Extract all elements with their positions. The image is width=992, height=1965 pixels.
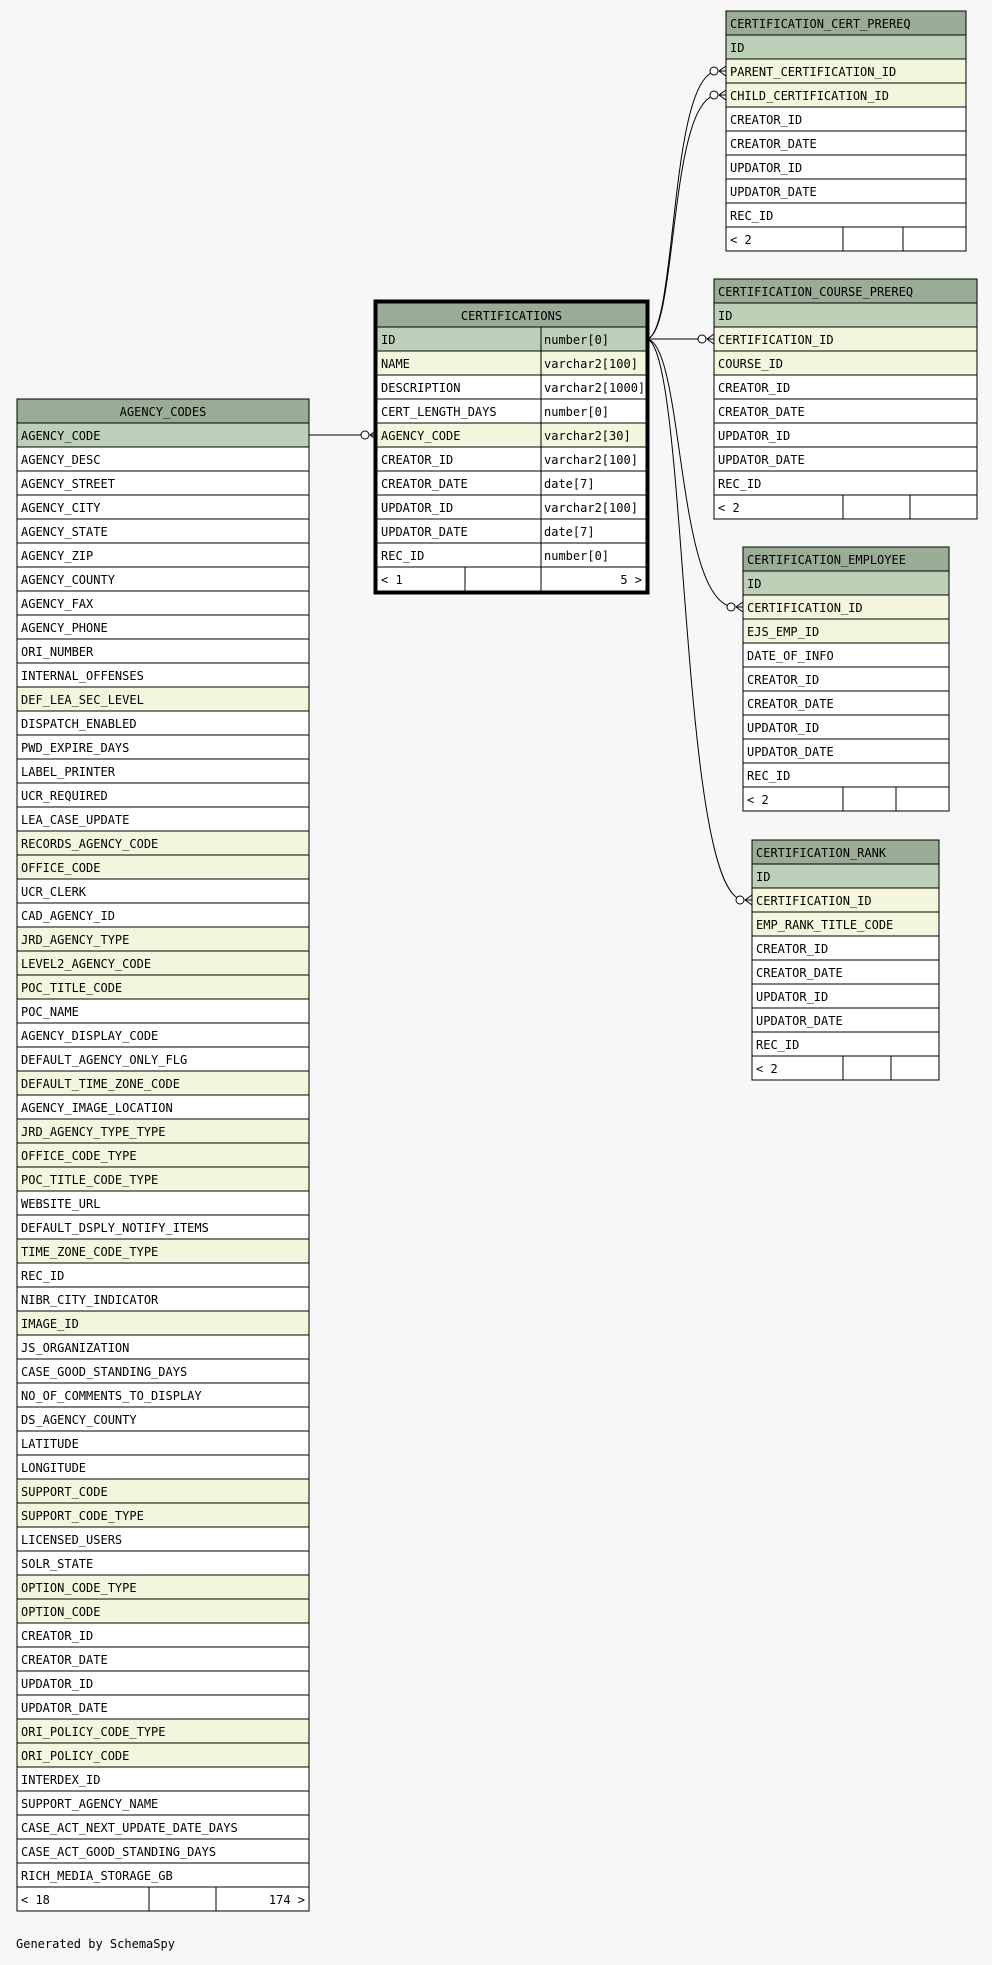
column-row-date-of-info bbox=[743, 643, 949, 667]
column-row-rec-id bbox=[726, 203, 966, 227]
column-name: UPDATOR_ID bbox=[21, 1677, 94, 1691]
column-row-support-code-type bbox=[17, 1503, 309, 1527]
column-name: UPDATOR_ID bbox=[718, 429, 791, 443]
column-name: LEVEL2_AGENCY_CODE bbox=[21, 957, 152, 971]
column-name: OFFICE_CODE_TYPE bbox=[21, 1149, 137, 1163]
parents-count: < 1 bbox=[381, 573, 403, 587]
column-name: OPTION_CODE_TYPE bbox=[21, 1581, 137, 1595]
column-row-option-code bbox=[17, 1599, 309, 1623]
table-certification-employee bbox=[743, 547, 949, 811]
column-name: DEFAULT_AGENCY_ONLY_FLG bbox=[21, 1053, 188, 1067]
column-row-no-of-comments-to-display bbox=[17, 1383, 309, 1407]
column-name: NIBR_CITY_INDICATOR bbox=[21, 1293, 159, 1307]
relationship-certifications-to-certification-course-prereq bbox=[646, 334, 714, 344]
column-row-licensed-users bbox=[17, 1527, 309, 1551]
column-name: AGENCY_DESC bbox=[21, 453, 101, 467]
optional-marker bbox=[710, 91, 718, 99]
column-row-agency-zip bbox=[17, 543, 309, 567]
column-name: UPDATOR_DATE bbox=[747, 745, 834, 759]
table-certification-course-prereq bbox=[714, 279, 977, 519]
column-row-ejs-emp-id bbox=[743, 619, 949, 643]
column-name: REC_ID bbox=[381, 549, 425, 563]
column-cell bbox=[752, 864, 939, 888]
column-name: CERT_LENGTH_DAYS bbox=[381, 405, 497, 419]
column-name: DATE_OF_INFO bbox=[747, 649, 834, 663]
column-name: OFFICE_CODE bbox=[21, 861, 101, 875]
column-name: OPTION_CODE bbox=[21, 1605, 101, 1619]
column-name: IMAGE_ID bbox=[21, 1317, 79, 1331]
column-row-updator-date bbox=[743, 739, 949, 763]
column-name: DISPATCH_ENABLED bbox=[21, 717, 137, 731]
column-row-updator-id bbox=[17, 1671, 309, 1695]
column-name: NAME bbox=[381, 357, 410, 371]
column-name: LEA_CASE_UPDATE bbox=[21, 813, 130, 827]
optional-marker bbox=[698, 335, 706, 343]
column-name: ID bbox=[756, 870, 771, 884]
column-name: DS_AGENCY_COUNTY bbox=[21, 1413, 137, 1427]
column-name: POC_TITLE_CODE bbox=[21, 981, 123, 995]
column-row-lea-case-update bbox=[17, 807, 309, 831]
column-name: CREATOR_DATE bbox=[730, 137, 817, 151]
column-row-creator-date bbox=[17, 1647, 309, 1671]
column-name: CREATOR_DATE bbox=[381, 477, 468, 491]
column-row-agency-state bbox=[17, 519, 309, 543]
column-name: RICH_MEDIA_STORAGE_GB bbox=[21, 1869, 173, 1883]
column-row-id bbox=[752, 864, 939, 888]
column-row-internal-offenses bbox=[17, 663, 309, 687]
column-name: UPDATOR_DATE bbox=[756, 1014, 843, 1028]
column-type: varchar2[100] bbox=[544, 501, 638, 515]
column-name: DEFAULT_DSPLY_NOTIFY_ITEMS bbox=[21, 1221, 209, 1235]
column-name: LABEL_PRINTER bbox=[21, 765, 115, 779]
column-row-agency-desc bbox=[17, 447, 309, 471]
column-row-poc-title-code-type bbox=[17, 1167, 309, 1191]
column-row-rec-id bbox=[377, 543, 646, 567]
column-name: PARENT_CERTIFICATION_ID bbox=[730, 65, 897, 79]
column-name: JRD_AGENCY_TYPE_TYPE bbox=[21, 1125, 166, 1139]
column-row-ori-policy-code-type bbox=[17, 1719, 309, 1743]
table-agency-codes bbox=[17, 399, 309, 1911]
column-cell bbox=[726, 35, 966, 59]
table-name: CERTIFICATION_COURSE_PREREQ bbox=[718, 285, 914, 299]
table-footer bbox=[17, 1887, 309, 1911]
column-name: CREATOR_ID bbox=[381, 453, 454, 467]
column-row-website-url bbox=[17, 1191, 309, 1215]
column-name: JRD_AGENCY_TYPE bbox=[21, 933, 130, 947]
column-row-parent-certification-id bbox=[726, 59, 966, 83]
column-name: INTERNAL_OFFENSES bbox=[21, 669, 144, 683]
column-name: CREATOR_DATE bbox=[718, 405, 805, 419]
column-name: CERTIFICATION_ID bbox=[747, 601, 863, 615]
column-row-default-time-zone-code bbox=[17, 1071, 309, 1095]
table-footer bbox=[377, 567, 646, 591]
column-name: POC_NAME bbox=[21, 1005, 79, 1019]
column-name: SUPPORT_CODE_TYPE bbox=[21, 1509, 144, 1523]
column-type: varchar2[1000] bbox=[544, 381, 646, 395]
column-name: UPDATOR_ID bbox=[730, 161, 803, 175]
parents-count: < 2 bbox=[756, 1062, 778, 1076]
crows-foot-marker bbox=[745, 895, 752, 905]
optional-marker bbox=[727, 603, 735, 611]
column-name: ID bbox=[747, 577, 762, 591]
column-row-creator-date bbox=[726, 131, 966, 155]
column-row-creator-id bbox=[752, 936, 939, 960]
children-count: 5 > bbox=[620, 573, 642, 587]
column-name: COURSE_ID bbox=[718, 357, 784, 371]
table-certification-cert-prereq bbox=[726, 11, 966, 251]
column-row-agency-image-location bbox=[17, 1095, 309, 1119]
column-name: AGENCY_PHONE bbox=[21, 621, 108, 635]
column-name: AGENCY_COUNTY bbox=[21, 573, 115, 587]
column-row-id bbox=[743, 571, 949, 595]
column-name: REC_ID bbox=[718, 477, 762, 491]
column-row-rec-id bbox=[752, 1032, 939, 1056]
parents-count: < 2 bbox=[730, 233, 752, 247]
column-name: CREATOR_ID bbox=[21, 1629, 94, 1643]
table-name: CERTIFICATION_RANK bbox=[756, 846, 887, 860]
column-name: UPDATOR_DATE bbox=[730, 185, 817, 199]
column-name: UCR_CLERK bbox=[21, 885, 87, 899]
column-row-case-act-good-standing-days bbox=[17, 1839, 309, 1863]
column-row-agency-fax bbox=[17, 591, 309, 615]
column-row-updator-date bbox=[714, 447, 977, 471]
column-name: CERTIFICATION_ID bbox=[756, 894, 872, 908]
crows-foot-marker bbox=[736, 602, 743, 612]
column-row-creator-date bbox=[714, 399, 977, 423]
crows-foot-marker bbox=[707, 334, 714, 344]
column-type: varchar2[100] bbox=[544, 453, 638, 467]
column-type: date[7] bbox=[544, 525, 595, 539]
column-row-description bbox=[377, 375, 646, 399]
column-row-rich-media-storage-gb bbox=[17, 1863, 309, 1887]
column-row-rec-id bbox=[17, 1263, 309, 1287]
column-name: EMP_RANK_TITLE_CODE bbox=[756, 918, 894, 932]
column-name: ORI_POLICY_CODE_TYPE bbox=[21, 1725, 166, 1739]
column-name: AGENCY_CODE bbox=[21, 429, 101, 443]
column-name: PWD_EXPIRE_DAYS bbox=[21, 741, 130, 755]
column-row-updator-id bbox=[377, 495, 646, 519]
column-name: REC_ID bbox=[21, 1269, 65, 1283]
column-row-jrd-agency-type bbox=[17, 927, 309, 951]
crows-foot-marker bbox=[719, 66, 726, 76]
column-name: UPDATOR_ID bbox=[381, 501, 454, 515]
column-name: DEF_LEA_SEC_LEVEL bbox=[21, 693, 144, 707]
column-name: DEFAULT_TIME_ZONE_CODE bbox=[21, 1077, 180, 1091]
column-name: SOLR_STATE bbox=[21, 1557, 94, 1571]
column-row-default-agency-only-flg bbox=[17, 1047, 309, 1071]
column-row-js-organization bbox=[17, 1335, 309, 1359]
relationship-agency-codes-to-certifications bbox=[309, 430, 377, 440]
column-name: AGENCY_IMAGE_LOCATION bbox=[21, 1101, 173, 1115]
column-name: INTERDEX_ID bbox=[21, 1773, 101, 1787]
table-name: CERTIFICATION_EMPLOYEE bbox=[747, 553, 906, 567]
column-row-certification-id bbox=[714, 327, 977, 351]
column-row-pwd-expire-days bbox=[17, 735, 309, 759]
column-name: CREATOR_DATE bbox=[747, 697, 834, 711]
column-name: CHILD_CERTIFICATION_ID bbox=[730, 89, 889, 103]
column-row-ucr-clerk bbox=[17, 879, 309, 903]
column-row-cad-agency-id bbox=[17, 903, 309, 927]
table-name: AGENCY_CODES bbox=[119, 405, 207, 419]
column-name: UPDATOR_ID bbox=[747, 721, 820, 735]
column-name: LATITUDE bbox=[21, 1437, 79, 1451]
column-row-creator-id bbox=[17, 1623, 309, 1647]
column-name: AGENCY_CODE bbox=[381, 429, 461, 443]
column-name: SUPPORT_AGENCY_NAME bbox=[21, 1797, 159, 1811]
column-row-poc-title-code bbox=[17, 975, 309, 999]
column-name: LICENSED_USERS bbox=[21, 1533, 123, 1547]
column-row-agency-display-code bbox=[17, 1023, 309, 1047]
column-row-default-dsply-notify-items bbox=[17, 1215, 309, 1239]
column-name: CREATOR_ID bbox=[756, 942, 829, 956]
crows-foot-marker bbox=[719, 90, 726, 100]
column-name: UPDATOR_DATE bbox=[21, 1701, 108, 1715]
column-name: ID bbox=[381, 333, 396, 347]
column-row-updator-date bbox=[377, 519, 646, 543]
column-name: CERTIFICATION_ID bbox=[718, 333, 834, 347]
column-row-cert-length-days bbox=[377, 399, 646, 423]
table-footer bbox=[726, 227, 966, 251]
column-name: TIME_ZONE_CODE_TYPE bbox=[21, 1245, 159, 1259]
column-name: AGENCY_ZIP bbox=[21, 549, 94, 563]
column-row-nibr-city-indicator bbox=[17, 1287, 309, 1311]
column-row-support-agency-name bbox=[17, 1791, 309, 1815]
table-footer bbox=[743, 787, 949, 811]
column-name: DESCRIPTION bbox=[381, 381, 461, 395]
column-row-creator-date bbox=[752, 960, 939, 984]
parents-count: < 2 bbox=[747, 793, 769, 807]
column-row-certification-id bbox=[752, 888, 939, 912]
column-row-records-agency-code bbox=[17, 831, 309, 855]
column-name: CREATOR_DATE bbox=[756, 966, 843, 980]
table-footer bbox=[752, 1056, 939, 1080]
table-name: CERTIFICATIONS bbox=[460, 309, 563, 323]
column-row-office-code-type bbox=[17, 1143, 309, 1167]
column-row-longitude bbox=[17, 1455, 309, 1479]
column-row-id bbox=[377, 327, 646, 351]
column-row-name bbox=[377, 351, 646, 375]
column-type: varchar2[100] bbox=[544, 357, 638, 371]
column-type: number[0] bbox=[544, 549, 610, 563]
column-row-updator-id bbox=[743, 715, 949, 739]
column-name: ORI_NUMBER bbox=[21, 645, 94, 659]
optional-marker bbox=[736, 896, 744, 904]
parents-count: < 2 bbox=[718, 501, 740, 515]
column-cell bbox=[714, 303, 977, 327]
column-row-case-act-next-update-date-days bbox=[17, 1815, 309, 1839]
column-name: LONGITUDE bbox=[21, 1461, 87, 1475]
column-name: AGENCY_DISPLAY_CODE bbox=[21, 1029, 159, 1043]
column-name: ID bbox=[730, 41, 745, 55]
tables-layer bbox=[17, 11, 977, 1911]
column-row-option-code-type bbox=[17, 1575, 309, 1599]
column-row-agency-phone bbox=[17, 615, 309, 639]
column-name: WEBSITE_URL bbox=[21, 1197, 101, 1211]
column-row-creator-id bbox=[377, 447, 646, 471]
column-name: POC_TITLE_CODE_TYPE bbox=[21, 1173, 159, 1187]
column-name: CREATOR_ID bbox=[747, 673, 820, 687]
column-row-ucr-required bbox=[17, 783, 309, 807]
column-row-creator-date bbox=[377, 471, 646, 495]
column-row-label-printer bbox=[17, 759, 309, 783]
column-name: CASE_GOOD_STANDING_DAYS bbox=[21, 1365, 188, 1379]
column-row-ori-number bbox=[17, 639, 309, 663]
column-name: REC_ID bbox=[747, 769, 791, 783]
column-type: number[0] bbox=[544, 333, 610, 347]
column-name: CAD_AGENCY_ID bbox=[21, 909, 115, 923]
column-row-solr-state bbox=[17, 1551, 309, 1575]
footer-cell bbox=[752, 1056, 939, 1080]
column-row-agency-city bbox=[17, 495, 309, 519]
column-row-creator-id bbox=[743, 667, 949, 691]
column-name: AGENCY_CITY bbox=[21, 501, 101, 515]
generated-by-text: Generated by SchemaSpy bbox=[16, 1937, 175, 1951]
footer-cell bbox=[714, 495, 977, 519]
column-name: ORI_POLICY_CODE bbox=[21, 1749, 130, 1763]
column-name: NO_OF_COMMENTS_TO_DISPLAY bbox=[21, 1389, 202, 1403]
column-row-updator-id bbox=[714, 423, 977, 447]
column-name: REC_ID bbox=[756, 1038, 800, 1052]
table-certifications bbox=[375, 301, 648, 593]
column-row-certification-id bbox=[743, 595, 949, 619]
column-row-updator-date bbox=[17, 1695, 309, 1719]
column-type: number[0] bbox=[544, 405, 610, 419]
column-row-agency-county bbox=[17, 567, 309, 591]
column-row-time-zone-code-type bbox=[17, 1239, 309, 1263]
optional-marker bbox=[361, 431, 369, 439]
column-row-support-code bbox=[17, 1479, 309, 1503]
column-type: varchar2[30] bbox=[544, 429, 631, 443]
column-row-child-certification-id bbox=[726, 83, 966, 107]
column-row-ds-agency-county bbox=[17, 1407, 309, 1431]
column-name: CREATOR_ID bbox=[718, 381, 791, 395]
column-name: UPDATOR_DATE bbox=[381, 525, 468, 539]
column-row-latitude bbox=[17, 1431, 309, 1455]
column-row-agency-code bbox=[17, 423, 309, 447]
column-row-level2-agency-code bbox=[17, 951, 309, 975]
column-row-updator-id bbox=[726, 155, 966, 179]
column-row-case-good-standing-days bbox=[17, 1359, 309, 1383]
column-row-poc-name bbox=[17, 999, 309, 1023]
column-name: UPDATOR_ID bbox=[756, 990, 829, 1004]
column-row-jrd-agency-type-type bbox=[17, 1119, 309, 1143]
footer-cell bbox=[726, 227, 966, 251]
relationship-line bbox=[646, 95, 718, 339]
column-row-def-lea-sec-level bbox=[17, 687, 309, 711]
column-name: CASE_ACT_NEXT_UPDATE_DATE_DAYS bbox=[21, 1821, 238, 1835]
optional-marker bbox=[710, 67, 718, 75]
footer-cell bbox=[743, 787, 949, 811]
footer-cell bbox=[377, 567, 646, 591]
column-row-agency-street bbox=[17, 471, 309, 495]
column-cell bbox=[743, 571, 949, 595]
column-row-image-id bbox=[17, 1311, 309, 1335]
column-row-updator-id bbox=[752, 984, 939, 1008]
column-name: UCR_REQUIRED bbox=[21, 789, 108, 803]
column-row-office-code bbox=[17, 855, 309, 879]
column-name: JS_ORGANIZATION bbox=[21, 1341, 130, 1355]
column-row-rec-id bbox=[714, 471, 977, 495]
column-name: AGENCY_FAX bbox=[21, 597, 94, 611]
column-row-id bbox=[726, 35, 966, 59]
column-row-dispatch-enabled bbox=[17, 711, 309, 735]
table-footer bbox=[714, 495, 977, 519]
column-name: UPDATOR_DATE bbox=[718, 453, 805, 467]
column-row-agency-code bbox=[377, 423, 646, 447]
footer-cell bbox=[17, 1887, 309, 1911]
column-row-creator-id bbox=[714, 375, 977, 399]
column-name: EJS_EMP_ID bbox=[747, 625, 820, 639]
column-row-updator-date bbox=[752, 1008, 939, 1032]
column-row-updator-date bbox=[726, 179, 966, 203]
column-name: RECORDS_AGENCY_CODE bbox=[21, 837, 159, 851]
column-row-course-id bbox=[714, 351, 977, 375]
column-type: date[7] bbox=[544, 477, 595, 491]
column-row-creator-id bbox=[726, 107, 966, 131]
table-name: CERTIFICATION_CERT_PREREQ bbox=[730, 17, 911, 31]
column-name: REC_ID bbox=[730, 209, 774, 223]
column-row-id bbox=[714, 303, 977, 327]
column-row-emp-rank-title-code bbox=[752, 912, 939, 936]
column-name: CASE_ACT_GOOD_STANDING_DAYS bbox=[21, 1845, 217, 1859]
column-name: SUPPORT_CODE bbox=[21, 1485, 108, 1499]
column-name: CREATOR_ID bbox=[730, 113, 803, 127]
column-row-interdex-id bbox=[17, 1767, 309, 1791]
column-name: AGENCY_STREET bbox=[21, 477, 115, 491]
children-count: 174 > bbox=[268, 1893, 305, 1907]
parents-count: < 18 bbox=[21, 1893, 50, 1907]
column-name: CREATOR_DATE bbox=[21, 1653, 108, 1667]
column-name: ID bbox=[718, 309, 733, 323]
column-name: AGENCY_STATE bbox=[21, 525, 108, 539]
column-row-creator-date bbox=[743, 691, 949, 715]
relationship-line bbox=[646, 71, 718, 339]
column-row-ori-policy-code bbox=[17, 1743, 309, 1767]
column-row-rec-id bbox=[743, 763, 949, 787]
table-certification-rank bbox=[752, 840, 939, 1080]
